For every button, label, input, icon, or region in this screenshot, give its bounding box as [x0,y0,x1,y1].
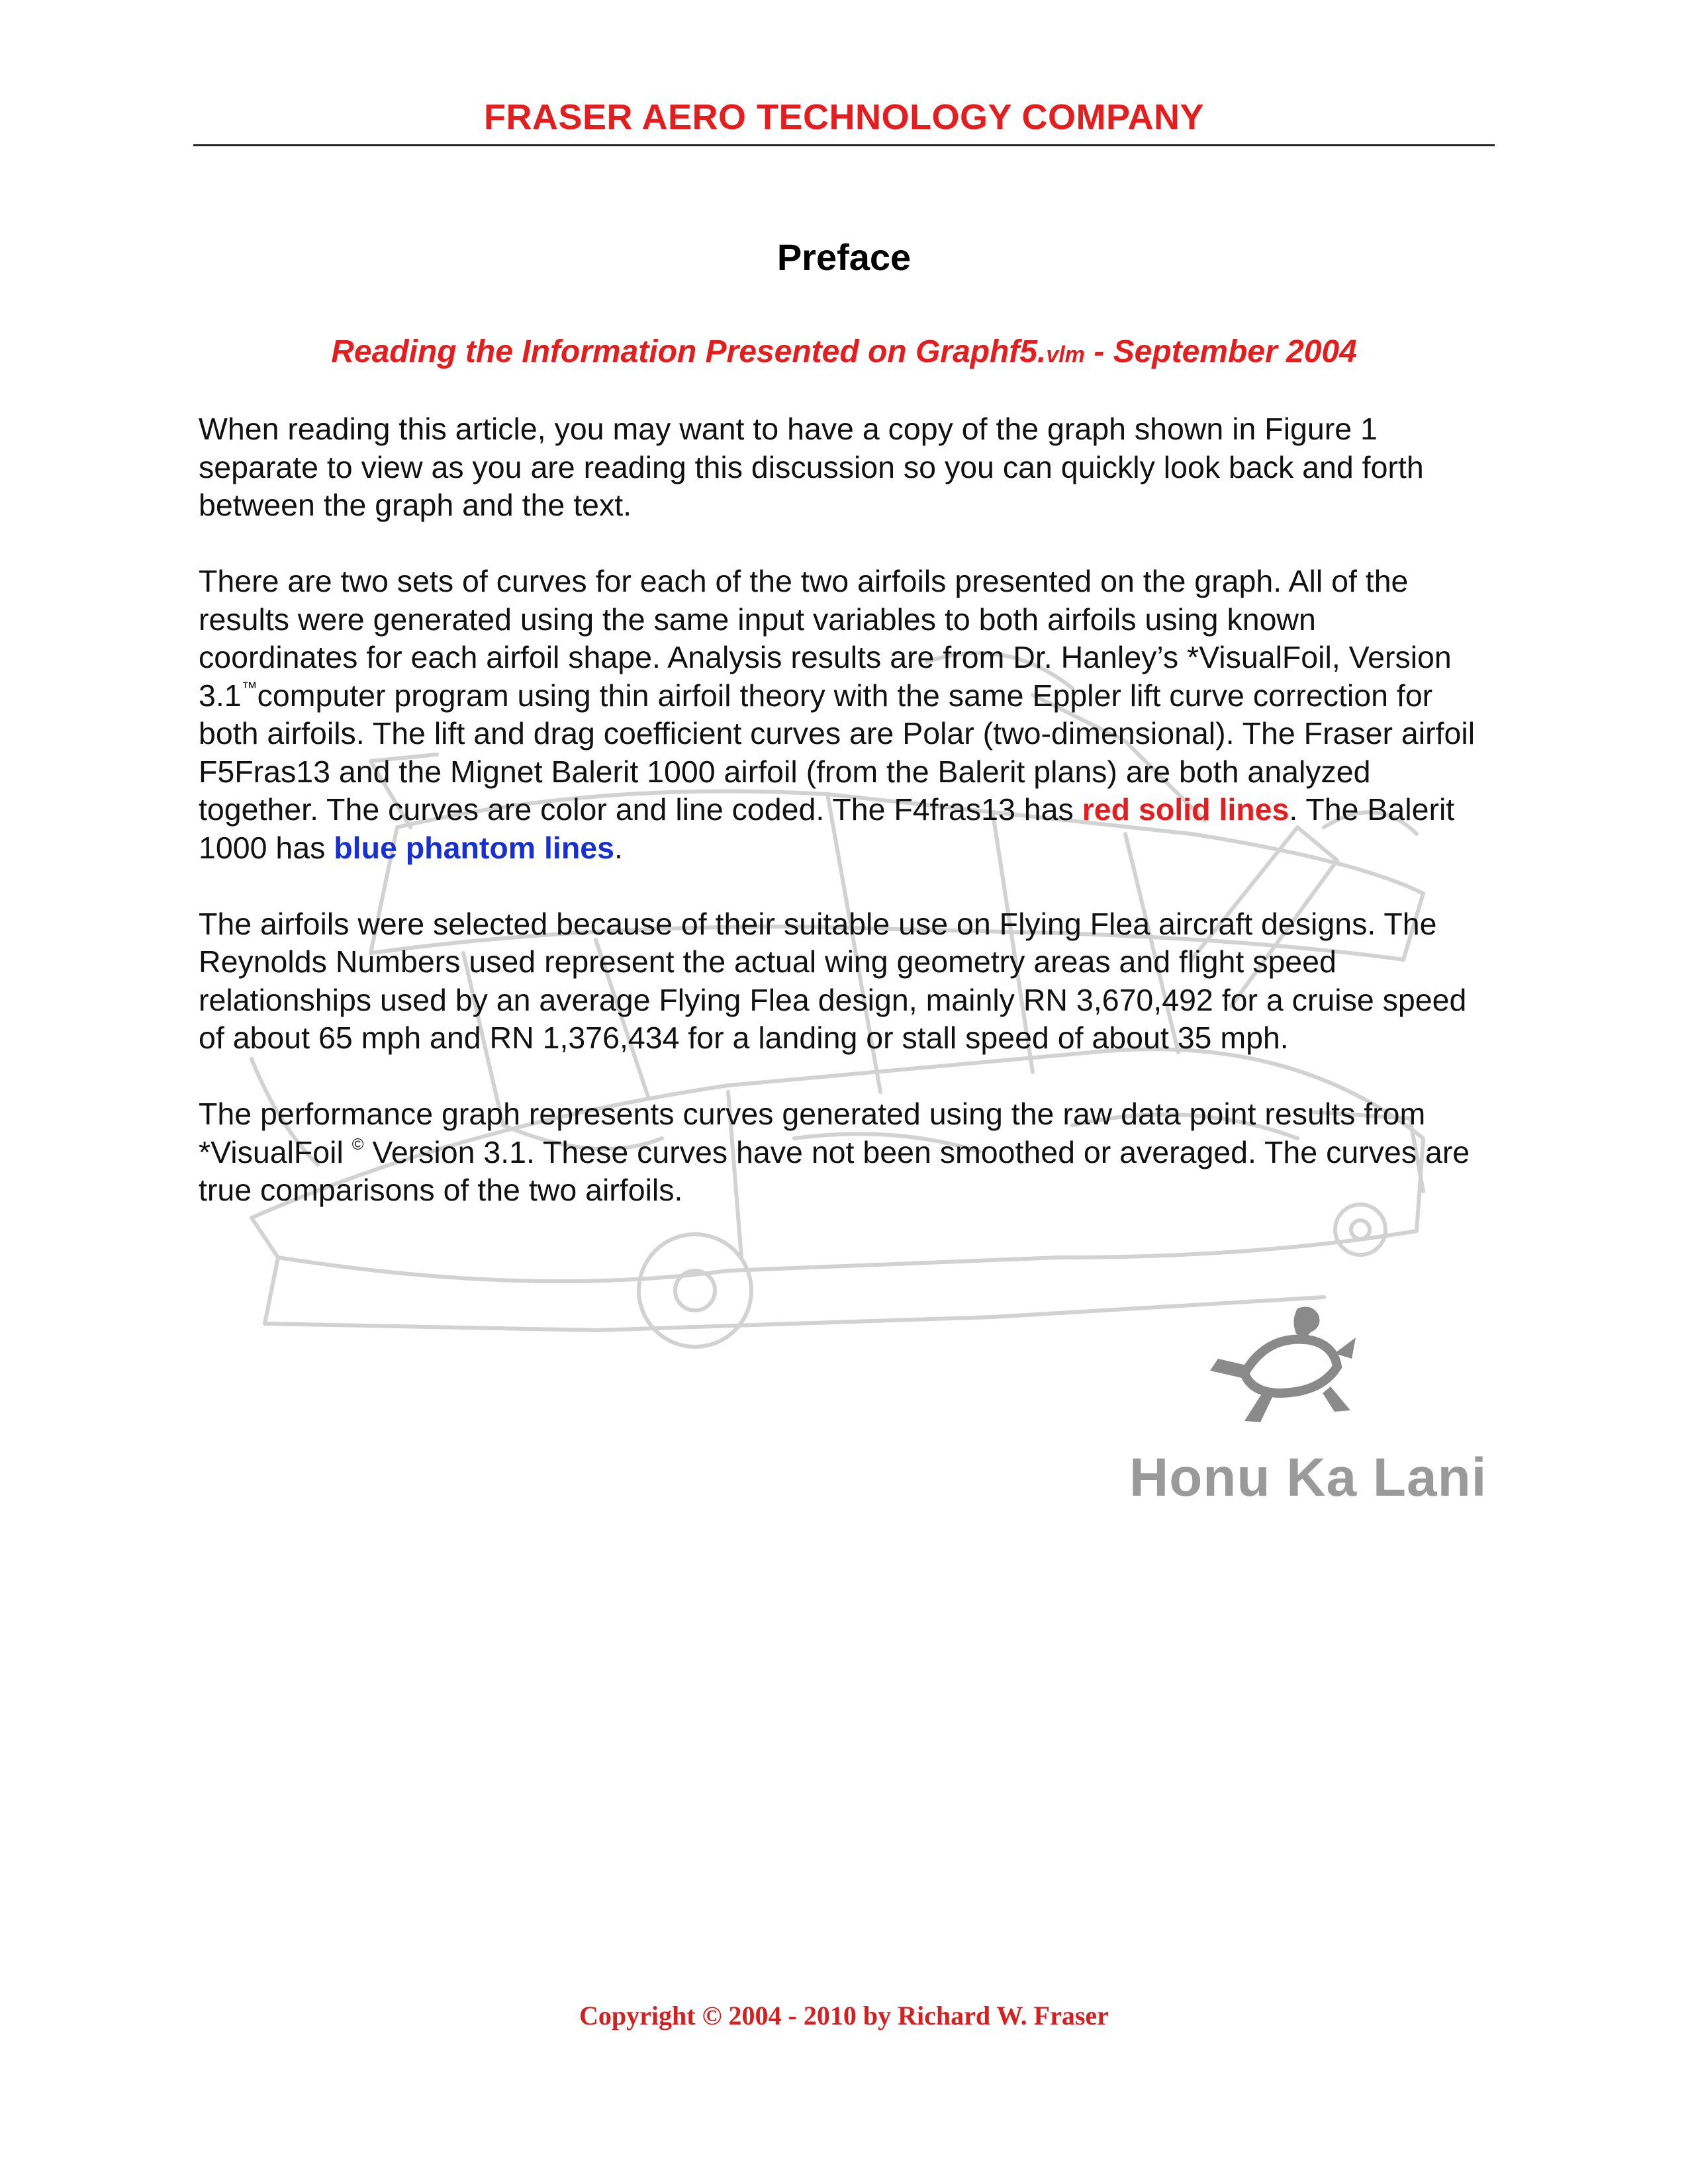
copyright-footer: Copyright © 2004 - 2010 by Richard W. Fraser [579,2001,1109,2030]
p2-text-a: There are two sets of curves for each of the two airfoils presented on the graph. All of the results were generated using the same input variables to both airfoils using known coordinates for each airfoil shape. Analysis results are from Dr. Hanley’s *VisualFoil, Version 3.1 [199,564,1452,713]
trademark-mark: ™ [241,678,258,697]
body-text [199,410,1483,1248]
turtle-icon [1205,1294,1357,1426]
p4-text-a: The performance graph represents curves generated using the raw data point results from *VisualFoil [199,1097,1426,1169]
copyright-mark: © [352,1135,364,1154]
subtitle-date: - September 2004 [1084,334,1357,369]
paragraph-1: When reading this article, you may want to have a copy of the graph shown in Figure 1 separate to view as you are reading this discussion so you can quickly look back and forth between the graph and the text. [199,412,1424,522]
subtitle-extension: vlm [1046,342,1085,367]
red-solid-lines-label: red solid lines [1082,792,1289,827]
page-subtitle [193,334,1495,370]
subtitle-lead: Reading the Information Presented on Graphf5. [331,334,1047,369]
blue-phantom-lines-label: blue phantom lines [334,830,614,865]
p2-text-b: computer program using thin airfoil theory with the same Eppler lift curve correction for both airfoils. The lift and drag coefficient curves are Polar (two-dimensional). The Fraser airfoil F5Fras13 and the Mignet Balerit 1000 airfoil (from the Balerit plans) are both analyzed together. The curves are color and line coded. The F4fras13 has [199,678,1476,827]
paragraph-4 [199,1095,1483,1210]
p4-text-b: Version 3.1. These curves have not been smoothed or averaged. The curves are true comparisons of the two airfoils. [199,1134,1470,1207]
page-title: Preface [776,236,912,278]
p2-text-c: . The Balerit 1000 has [199,792,1455,865]
logo-text: Honu Ka Lani [1129,1447,1487,1508]
paragraph-2 [199,563,1483,867]
company-header: FRASER AERO TECHNOLOGY COMPANY [483,97,1205,137]
p2-text-d: . [614,830,623,865]
header-rule [193,144,1495,146]
paragraph-3: The airfoils were selected because of their suitable use on Flying Flea aircraft designs. The Reynolds Numbers used represent the actual wing geometry areas and flight speed relationships used by an average Flying Flea design, mainly RN 3,670,492 for a cruise speed of about 65 mph and RN 1,376,434 for a landing or stall speed of about 35 mph. [199,906,1467,1055]
